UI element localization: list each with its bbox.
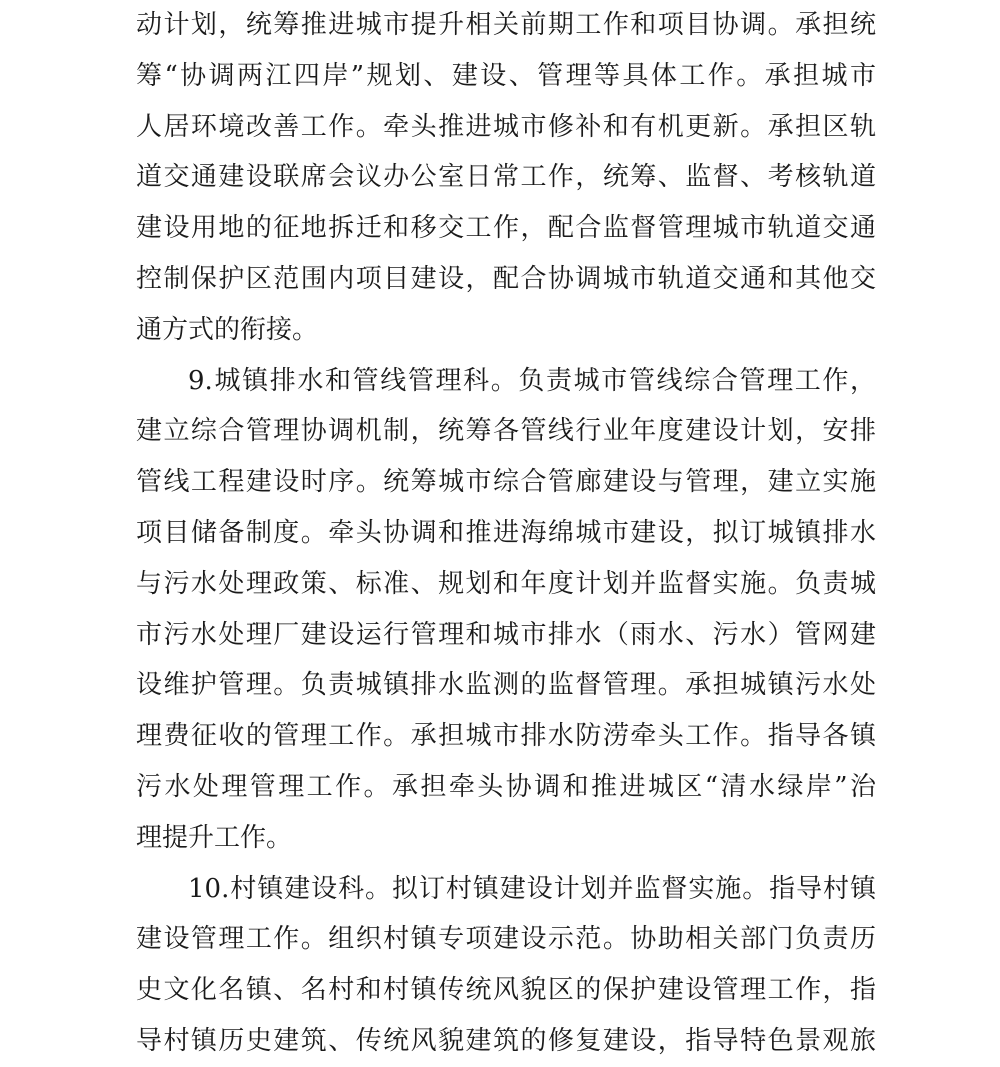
text-line: 设维护管理。负责城镇排水监测的监督管理。承担城镇污水处 bbox=[136, 670, 876, 701]
text-line: 导村镇历史建筑、传统风貌建筑的修复建设，指导特色景观旅 bbox=[136, 1025, 876, 1056]
text-line: 管线工程建设时序。统筹城市综合管廊建设与管理，建立实施 bbox=[136, 467, 876, 498]
text-line: 动计划，统筹推进城市提升相关前期工作和项目协调。承担统 bbox=[136, 10, 876, 40]
text-line: 人居环境改善工作。牵头推进城市修补和有机更新。承担区轨 bbox=[136, 111, 876, 142]
text-line: 项目储备制度。牵头协调和推进海绵城市建设，拟订城镇排水 bbox=[136, 517, 876, 548]
text-line: 史文化名镇、名村和村镇传统风貌区的保护建设管理工作，指 bbox=[136, 975, 876, 1006]
text-line: 通方式的衔接。 bbox=[136, 314, 319, 345]
text-line: 理提升工作。 bbox=[136, 822, 293, 853]
text-line: 建设管理工作。组织村镇专项建设示范。协助相关部门负责历 bbox=[136, 924, 876, 955]
text-line: 建设用地的征地拆迁和移交工作，配合监督管理城市轨道交通 bbox=[136, 213, 876, 244]
text-line: 市污水处理厂建设运行管理和城市排水（雨水、污水）管网建 bbox=[136, 619, 876, 650]
text-line: 污水处理管理工作。承担牵头协调和推进城区“清水绿岸”治 bbox=[136, 771, 876, 802]
text-line: 道交通建设联席会议办公室日常工作，统筹、监督、考核轨道 bbox=[136, 162, 876, 193]
text-line: 9.城镇排水和管线管理科。负责城市管线综合管理工作， bbox=[188, 365, 876, 396]
text-line: 与污水处理政策、标准、规划和年度计划并监督实施。负责城 bbox=[136, 568, 876, 599]
document-body bbox=[136, 0, 876, 1067]
text-line: 控制保护区范围内项目建设，配合协调城市轨道交通和其他交 bbox=[136, 263, 876, 294]
text-line: 理费征收的管理工作。承担城市排水防涝牵头工作。指导各镇 bbox=[136, 721, 876, 752]
text-line: 筹“协调两江四岸”规划、建设、管理等具体工作。承担城市 bbox=[136, 60, 876, 91]
text-line: 建立综合管理协调机制，统筹各管线行业年度建设计划，安排 bbox=[136, 416, 876, 447]
text-line: 10.村镇建设科。拟订村镇建设计划并监督实施。指导村镇 bbox=[188, 873, 876, 904]
